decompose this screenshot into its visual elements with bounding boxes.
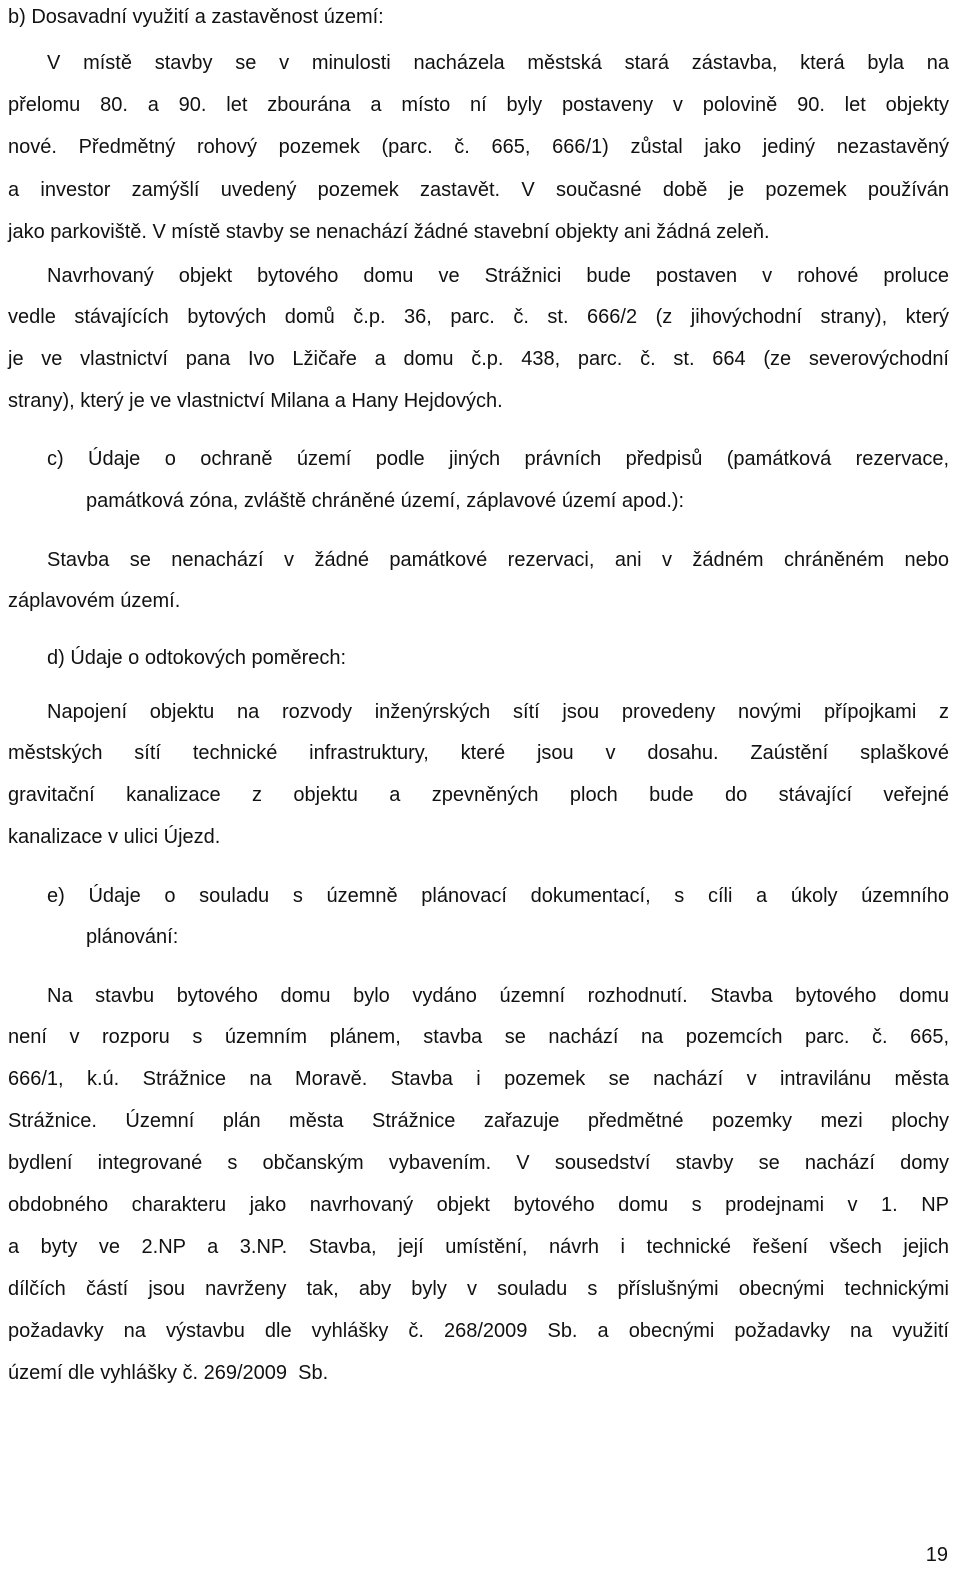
text-line: Navrhovaný objekt bytového domu ve Strážnici bude postaven v rohové proluce xyxy=(47,265,949,287)
text-line: území dle vyhlášky č. 269/2009 Sb. xyxy=(8,1362,329,1384)
section-e-paragraph-1-line-9 xyxy=(0,1316,960,1346)
section-e-paragraph-1-line-1 xyxy=(0,981,960,1011)
text-line: záplavovém území. xyxy=(8,590,181,612)
section-e-heading-line-2 xyxy=(0,922,960,952)
text-line: Na stavbu bytového domu bylo vydáno územní rozhodnutí. Stavba bytového domu xyxy=(47,985,949,1007)
text-line: bydlení integrované s občanským vybavením. V sousedství stavby se nachází domy xyxy=(8,1152,949,1174)
text-line: strany), který je ve vlastnictví Milana a Hany Hejdových. xyxy=(8,390,503,412)
text-line: Napojení objektu na rozvody inženýrských sítí jsou provedeny novými přípojkami z xyxy=(47,701,949,723)
section-e-paragraph-1-line-2 xyxy=(0,1022,960,1052)
text-line: dílčích částí jsou navrženy tak, aby byly v souladu s příslušnými obecnými technickými xyxy=(8,1278,949,1300)
section-e-paragraph-1-line-5 xyxy=(0,1148,960,1178)
text-line: vedle stávajících bytových domů č.p. 36, parc. č. st. 666/2 (z jihovýchodní strany), který xyxy=(8,306,949,328)
text-line: městských sítí technické infrastruktury, které jsou v dosahu. Zaústění splaškové xyxy=(8,742,949,764)
text-line: není v rozporu s územním plánem, stavba se nachází na pozemcích parc. č. 665, xyxy=(8,1026,949,1048)
text-line: c) Údaje o ochraně území podle jiných právních předpisů (památková rezervace, xyxy=(47,448,949,470)
text-line: přelomu 80. a 90. let zbourána a místo ní byly postaveny v polovině 90. let objekty xyxy=(8,94,949,116)
text-line: obdobného charakteru jako navrhovaný objekt bytového domu s prodejnami v 1. NP xyxy=(8,1194,949,1216)
section-b-paragraph-1-line-5 xyxy=(0,217,960,247)
text-line: b) Dosavadní využití a zastavěnost území: xyxy=(8,6,384,28)
section-e-paragraph-1-line-3 xyxy=(0,1064,960,1094)
text-line: plánování: xyxy=(86,926,179,948)
text-line: V místě stavby se v minulosti nacházela městská stará zástavba, která byla na xyxy=(47,52,949,74)
section-d-paragraph-1-line-2 xyxy=(0,738,960,768)
text-line: e) Údaje o souladu s územně plánovací dokumentací, s cíli a úkoly územního xyxy=(47,885,949,907)
section-c-heading-line-1 xyxy=(0,444,960,474)
section-b-paragraph-2-line-2 xyxy=(0,302,960,332)
section-e-paragraph-1-line-8 xyxy=(0,1274,960,1304)
section-d-paragraph-1-line-1 xyxy=(0,697,960,727)
section-e-paragraph-1-line-6 xyxy=(0,1190,960,1220)
text-line: památková zóna, zvláště chráněné území, záplavové území apod.): xyxy=(86,490,685,512)
section-b-paragraph-2-line-4 xyxy=(0,386,960,416)
section-b-paragraph-1-line-1 xyxy=(0,48,960,78)
page-number: 19 xyxy=(925,1544,948,1566)
section-d-paragraph-1-line-4 xyxy=(0,822,960,852)
section-d-paragraph-1-line-3 xyxy=(0,780,960,810)
section-b-paragraph-2-line-1 xyxy=(0,261,960,291)
section-b-paragraph-1-line-3 xyxy=(0,132,960,162)
section-d-heading-line-1 xyxy=(0,643,960,673)
section-b-heading-line-1 xyxy=(0,2,960,32)
text-line: a byty ve 2.NP a 3.NP. Stavba, její umístění, návrh i technické řešení všech jejich xyxy=(8,1236,949,1258)
text-line: d) Údaje o odtokových poměrech: xyxy=(47,647,347,669)
text-line: Strážnice. Územní plán města Strážnice zařazuje předmětné pozemky mezi plochy xyxy=(8,1110,949,1132)
section-c-paragraph-1-line-1 xyxy=(0,545,960,575)
section-b-paragraph-1-line-2 xyxy=(0,90,960,120)
section-e-paragraph-1-line-10 xyxy=(0,1358,960,1388)
section-b-paragraph-2-line-3 xyxy=(0,344,960,374)
text-line: a investor zamýšlí uvedený pozemek zastavět. V současné době je pozemek používán xyxy=(8,179,949,201)
text-line: kanalizace v ulici Újezd. xyxy=(8,826,221,848)
text-line: je ve vlastnictví pana Ivo Lžičaře a domu č.p. 438, parc. č. st. 664 (ze severovýchodní xyxy=(8,348,949,370)
section-c-heading-line-2 xyxy=(0,486,960,516)
section-b-paragraph-1-line-4 xyxy=(0,175,960,205)
text-line: jako parkoviště. V místě stavby se nenachází žádné stavební objekty ani žádná zeleň. xyxy=(8,221,770,243)
text-line: gravitační kanalizace z objektu a zpevněných ploch bude do stávající veřejné xyxy=(8,784,949,806)
section-e-heading-line-1 xyxy=(0,881,960,911)
section-e-paragraph-1-line-4 xyxy=(0,1106,960,1136)
text-line: 666/1, k.ú. Strážnice na Moravě. Stavba i pozemek se nachází v intravilánu města xyxy=(8,1068,949,1090)
text-line: Stavba se nenachází v žádné památkové rezervaci, ani v žádném chráněném nebo xyxy=(47,549,949,571)
section-e-paragraph-1-line-7 xyxy=(0,1232,960,1262)
text-line: nové. Předmětný rohový pozemek (parc. č. 665, 666/1) zůstal jako jediný nezastavěný xyxy=(8,136,949,158)
section-c-paragraph-1-line-2 xyxy=(0,586,960,616)
text-line: požadavky na výstavbu dle vyhlášky č. 268/2009 Sb. a obecnými požadavky na využití xyxy=(8,1320,949,1342)
